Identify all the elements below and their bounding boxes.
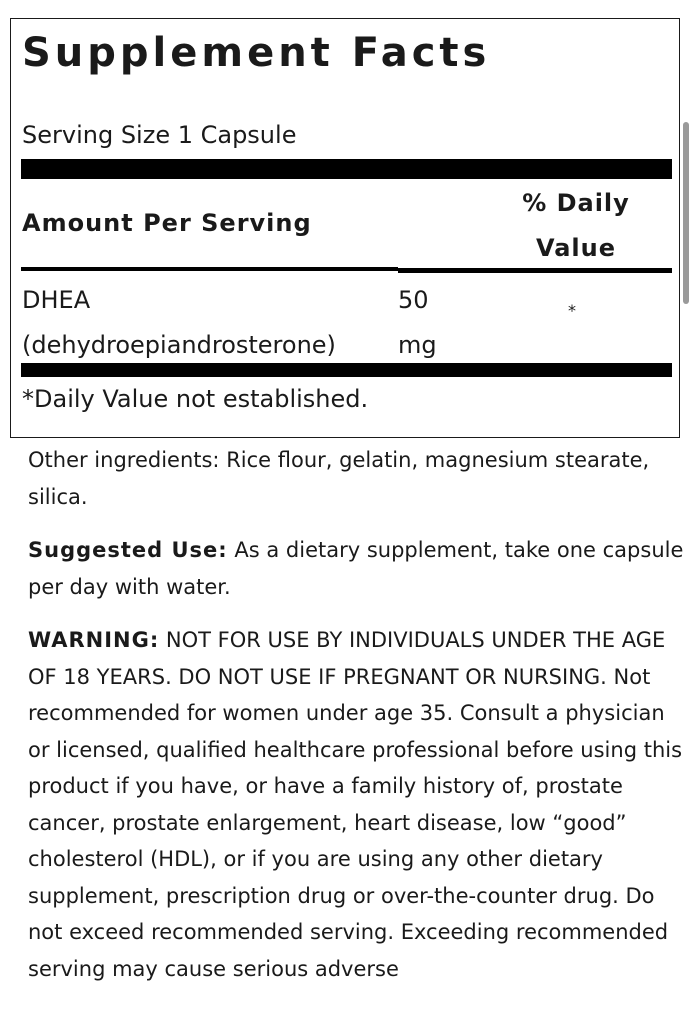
- daily-value-header-line1: % Daily: [522, 189, 630, 217]
- serving-size: Serving Size 1 Capsule: [22, 121, 297, 149]
- daily-value-footnote: *Daily Value not established.: [22, 385, 369, 413]
- suggested-use-text: As a dietary supplement, take one capsule per day with water.: [28, 538, 684, 599]
- amount-per-serving-header: Amount Per Serving: [22, 209, 312, 237]
- other-ingredients-text: Other ingredients: Rice flour, gelatin, magnesium stearate, silica.: [28, 448, 650, 509]
- ingredient-name-line1: DHEA: [22, 286, 91, 314]
- supplement-facts-panel: [10, 18, 680, 438]
- panel-title: Supplement Facts: [22, 30, 491, 76]
- other-ingredients: [28, 442, 684, 515]
- thick-divider: [21, 363, 672, 377]
- suggested-use-label: Suggested Use:: [28, 538, 228, 562]
- medium-divider: [21, 267, 398, 271]
- ingredient-name-line2: (dehydroepiandrosterone): [22, 331, 336, 359]
- ingredient-amount-line2: mg: [398, 331, 437, 359]
- thick-divider: [21, 159, 672, 179]
- ingredient-amount-line1: 50: [398, 286, 429, 314]
- daily-value-header-line2: Value: [535, 234, 617, 262]
- ingredient-amount: [398, 278, 437, 368]
- warning-text: NOT FOR USE BY INDIVIDUALS UNDER THE AGE OF 18 YEARS. DO NOT USE IF PREGNANT OR NURSING. Not recommended for women under age 35. Consult a physician or licensed, qualified healthcare professional before using this product if you have, or have a family history of, prostate cancer, prostate enlargement, heart disease, low “good” cholesterol (HDL), or if you are using any other dietary supplement, prescription drug or over-the-counter drug. Do not exceed recommended serving. Exceeding recommended serving may cause serious adverse: [28, 628, 683, 981]
- warning: [28, 622, 684, 987]
- ingredient-daily-value: *: [568, 301, 576, 320]
- daily-value-header: [491, 181, 661, 271]
- medium-divider: [398, 268, 672, 273]
- scrollbar-thumb[interactable]: [683, 122, 689, 304]
- suggested-use: [28, 532, 684, 605]
- warning-label: WARNING:: [28, 628, 160, 652]
- ingredient-name: [22, 278, 336, 368]
